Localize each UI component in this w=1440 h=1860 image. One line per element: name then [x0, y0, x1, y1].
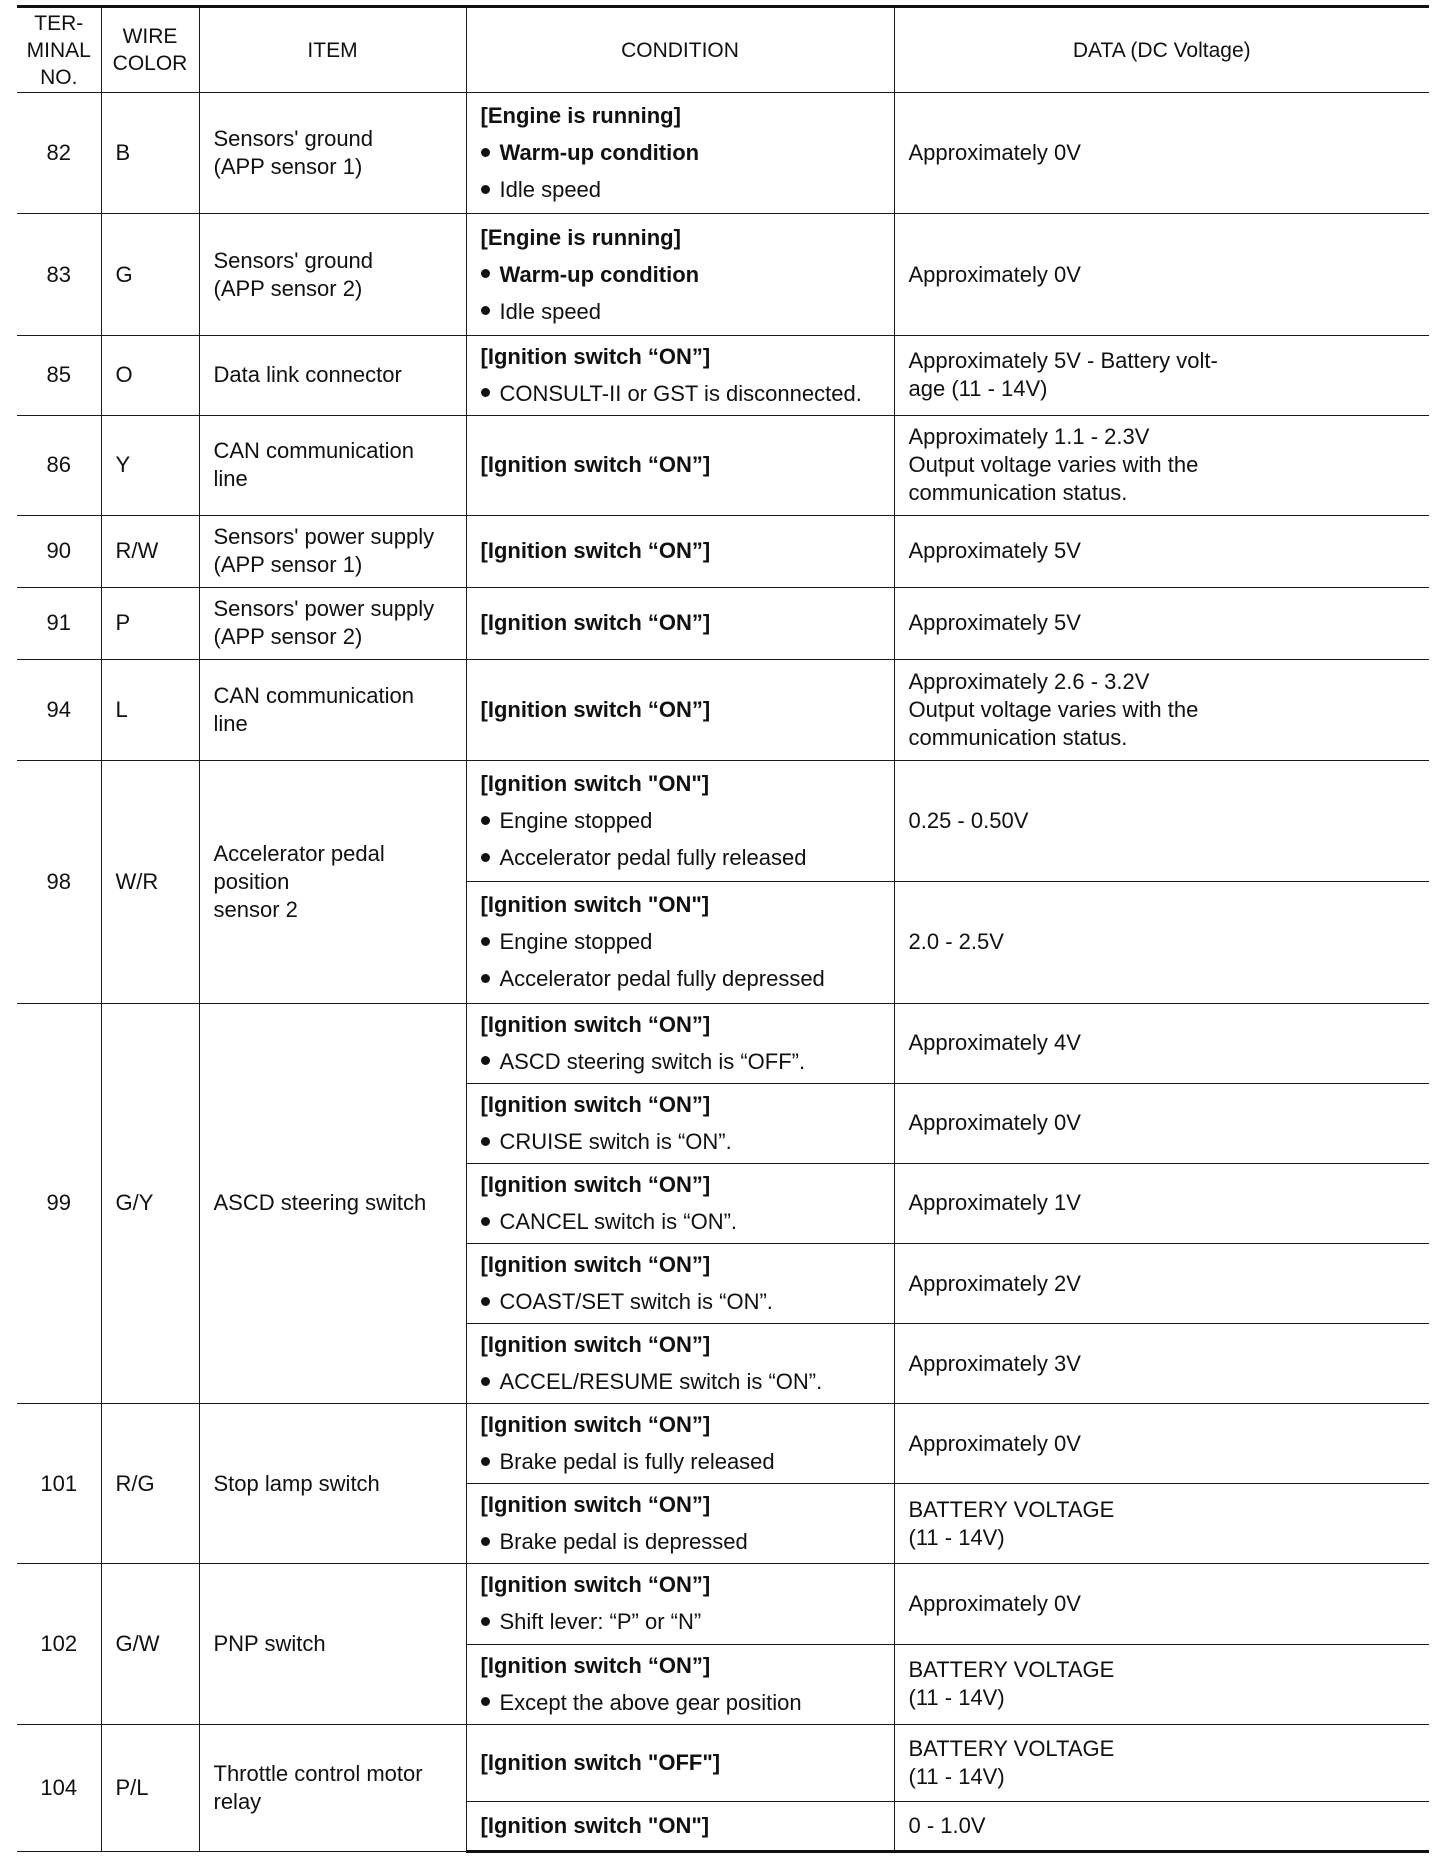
- bullet-dot-icon: [481, 1697, 490, 1706]
- condition-cell: [466, 659, 894, 760]
- condition-cell: [466, 1802, 894, 1852]
- data-value: BATTERY VOLTAGE (11 - 14V): [908, 1657, 1115, 1711]
- item-cell: [199, 659, 466, 760]
- item-name: Data link connector: [213, 362, 402, 388]
- item-cell: [199, 93, 466, 214]
- item-name: Sensors' ground (APP sensor 2): [213, 247, 374, 301]
- condition-list: [481, 102, 880, 204]
- item-name: Sensors' power supply (APP sensor 1): [213, 524, 435, 578]
- wire-color: L: [115, 696, 128, 722]
- item-name: ASCD steering switch: [213, 1190, 427, 1216]
- wire-color: B: [115, 140, 131, 166]
- condition-cell: [466, 1324, 894, 1404]
- terminal-cell: [17, 415, 101, 515]
- condition-list: [481, 770, 880, 872]
- data-value: Approximately 1V: [908, 1190, 1081, 1216]
- terminal-number: 82: [46, 140, 71, 166]
- wire-color-cell: [101, 1724, 199, 1851]
- terminal-number: 98: [46, 868, 71, 894]
- condition-bullet-text: Accelerator pedal fully depressed: [499, 966, 825, 992]
- terminal-cell: [17, 93, 101, 214]
- item-name: Throttle control motor relay: [213, 1760, 423, 1814]
- condition-heading: [Ignition switch “ON”]: [480, 1492, 711, 1518]
- condition-bullet: [481, 139, 880, 167]
- wire-color-cell: [101, 587, 199, 659]
- table-row: [17, 515, 1429, 587]
- condition-cell: [466, 1644, 894, 1724]
- item-cell: [199, 760, 466, 1003]
- item-cell: [199, 1564, 466, 1724]
- condition-bullet-text: COAST/SET switch is “ON”.: [499, 1289, 773, 1315]
- condition-bullet-text: Engine stopped: [499, 808, 653, 834]
- data-value: Approximately 0V: [908, 261, 1081, 287]
- terminal-number: 90: [46, 538, 71, 564]
- item-name: Sensors' power supply (APP sensor 2): [213, 596, 435, 650]
- data-cell: [894, 1644, 1429, 1724]
- terminal-number: 85: [46, 362, 71, 388]
- condition-cell: [466, 1003, 894, 1083]
- wire-color-cell: [101, 760, 199, 1003]
- condition-cell: [466, 515, 894, 587]
- item-cell: [199, 1724, 466, 1851]
- terminal-number: 99: [46, 1190, 71, 1216]
- bullet-dot-icon: [481, 1537, 490, 1546]
- condition-cell: [466, 760, 894, 881]
- terminal-number: 102: [40, 1631, 78, 1657]
- table-row: [17, 760, 1429, 881]
- condition-list: [481, 537, 880, 565]
- wire-color-cell: [101, 335, 199, 415]
- condition-list: [481, 609, 880, 637]
- bullet-dot-icon: [481, 1056, 490, 1065]
- data-cell: [894, 1003, 1429, 1083]
- condition-list: [481, 1251, 880, 1316]
- data-cell: [894, 587, 1429, 659]
- condition-bullet: [481, 298, 880, 326]
- terminal-data-table: [17, 5, 1429, 1853]
- data-cell: [894, 515, 1429, 587]
- data-value: Approximately 3V: [908, 1350, 1081, 1376]
- wire-color: R/W: [115, 538, 159, 564]
- data-value: BATTERY VOLTAGE (11 - 14V): [908, 1736, 1115, 1790]
- condition-cell: [466, 415, 894, 515]
- condition-list: [481, 1171, 880, 1236]
- data-cell: [894, 1724, 1429, 1802]
- bullet-dot-icon: [481, 185, 490, 194]
- wire-color-cell: [101, 415, 199, 515]
- condition-bullet-text: Accelerator pedal fully released: [499, 845, 807, 871]
- terminal-cell: [17, 659, 101, 760]
- condition-cell: [466, 1484, 894, 1564]
- condition-heading: [Ignition switch “ON”]: [480, 696, 711, 722]
- data-value: Approximately 0V: [908, 1430, 1081, 1456]
- condition-bullet-text: Brake pedal is depressed: [499, 1529, 748, 1555]
- data-cell: [894, 1083, 1429, 1163]
- condition-bullet-text: Warm-up condition: [499, 140, 700, 166]
- wire-color: P/L: [115, 1774, 149, 1800]
- condition-heading: [Ignition switch “ON”]: [480, 452, 711, 478]
- condition-list: [481, 451, 880, 479]
- wire-color: Y: [115, 452, 131, 478]
- table-row: [17, 415, 1429, 515]
- condition-heading: [Ignition switch "ON"]: [480, 1813, 710, 1839]
- condition-bullet-text: Shift lever: “P” or “N”: [499, 1609, 702, 1635]
- condition-cell: [466, 1724, 894, 1802]
- condition-list: [481, 1749, 880, 1777]
- condition-list: [481, 1571, 880, 1636]
- item-name: Accelerator pedal position sensor 2: [213, 840, 385, 922]
- bullet-dot-icon: [481, 1297, 490, 1306]
- data-value: Approximately 5V: [908, 610, 1081, 636]
- wire-color: O: [115, 362, 133, 388]
- table-row: [17, 1404, 1429, 1484]
- condition-bullet-text: CONSULT-II or GST is disconnected.: [499, 380, 862, 406]
- wire-color: W/R: [115, 868, 159, 894]
- item-name: Sensors' ground (APP sensor 1): [213, 126, 374, 180]
- condition-bullet: [481, 176, 880, 204]
- condition-cell: [466, 93, 894, 214]
- bullet-dot-icon: [481, 1217, 490, 1226]
- condition-cell: [466, 335, 894, 415]
- header-terminal: TER- MINAL NO.: [17, 7, 101, 93]
- bullet-dot-icon: [481, 269, 490, 278]
- item-cell: [199, 1003, 466, 1404]
- wire-color-cell: [101, 515, 199, 587]
- data-cell: [894, 1324, 1429, 1404]
- condition-heading: [Ignition switch "ON"]: [480, 892, 710, 918]
- data-value: 0 - 1.0V: [908, 1813, 986, 1839]
- condition-bullet: [481, 1048, 880, 1076]
- bullet-dot-icon: [481, 937, 490, 946]
- terminal-cell: [17, 1564, 101, 1724]
- condition-cell: [466, 1564, 894, 1644]
- condition-list: [481, 1331, 880, 1396]
- condition-list: [481, 1411, 880, 1476]
- condition-heading: [Engine is running]: [480, 103, 681, 129]
- condition-cell: [466, 587, 894, 659]
- condition-bullet: [481, 928, 880, 956]
- condition-bullet: [481, 261, 880, 289]
- header-wire-color: WIRE COLOR: [101, 7, 199, 93]
- condition-bullet-text: Brake pedal is fully released: [499, 1449, 775, 1475]
- condition-heading: [Ignition switch “ON”]: [480, 1171, 711, 1197]
- condition-bullet: [481, 1368, 880, 1396]
- item-cell: [199, 415, 466, 515]
- table-row: [17, 1003, 1429, 1083]
- data-value: 0.25 - 0.50V: [908, 808, 1029, 834]
- bullet-dot-icon: [481, 306, 490, 315]
- bullet-dot-icon: [481, 1617, 490, 1626]
- condition-cell: [466, 214, 894, 335]
- terminal-cell: [17, 760, 101, 1003]
- data-cell: [894, 1243, 1429, 1323]
- terminal-cell: [17, 335, 101, 415]
- condition-heading: [Ignition switch “ON”]: [480, 1412, 711, 1438]
- data-cell: [894, 1404, 1429, 1484]
- data-cell: [894, 882, 1429, 1003]
- wire-color-cell: [101, 214, 199, 335]
- condition-bullet-text: CRUISE switch is “ON”.: [499, 1128, 732, 1154]
- condition-list: [481, 224, 880, 326]
- terminal-number: 86: [46, 452, 71, 478]
- table-row: [17, 214, 1429, 335]
- item-cell: [199, 515, 466, 587]
- data-cell: [894, 415, 1429, 515]
- bullet-dot-icon: [481, 1137, 490, 1146]
- condition-bullet: [481, 965, 880, 993]
- wire-color: G: [115, 261, 133, 287]
- condition-bullet-text: Except the above gear position: [499, 1689, 802, 1715]
- wire-color-cell: [101, 1003, 199, 1404]
- condition-list: [481, 696, 880, 724]
- condition-bullet-text: Warm-up condition: [499, 261, 700, 287]
- condition-cell: [466, 1243, 894, 1323]
- terminal-cell: [17, 587, 101, 659]
- data-cell: [894, 659, 1429, 760]
- terminal-number: 104: [40, 1774, 78, 1800]
- condition-list: [481, 1812, 880, 1840]
- data-value: Approximately 5V - Battery volt- age (11 - 14V): [908, 348, 1218, 402]
- condition-bullet-text: Idle speed: [499, 177, 602, 203]
- terminal-cell: [17, 515, 101, 587]
- data-cell: [894, 760, 1429, 881]
- data-cell: [894, 1163, 1429, 1243]
- terminal-cell: [17, 214, 101, 335]
- bullet-dot-icon: [481, 1457, 490, 1466]
- terminal-cell: [17, 1003, 101, 1404]
- wire-color: P: [115, 610, 131, 636]
- table-row: [17, 1564, 1429, 1644]
- header-data: DATA (DC Voltage): [894, 7, 1429, 93]
- item-name: Stop lamp switch: [213, 1470, 380, 1496]
- table-row: [17, 659, 1429, 760]
- condition-heading: [Ignition switch “ON”]: [480, 1332, 711, 1358]
- table-row: [17, 335, 1429, 415]
- condition-cell: [466, 1083, 894, 1163]
- wire-color: G/W: [115, 1631, 160, 1657]
- condition-bullet-text: ASCD steering switch is “OFF”.: [499, 1048, 806, 1074]
- condition-heading: [Ignition switch “ON”]: [480, 1652, 711, 1678]
- data-cell: [894, 1802, 1429, 1852]
- condition-heading: [Ignition switch “ON”]: [480, 343, 711, 369]
- bullet-dot-icon: [481, 1377, 490, 1386]
- data-value: BATTERY VOLTAGE (11 - 14V): [908, 1496, 1115, 1550]
- data-cell: [894, 214, 1429, 335]
- item-cell: [199, 335, 466, 415]
- terminal-number: 91: [46, 610, 71, 636]
- condition-cell: [466, 1404, 894, 1484]
- wire-color: G/Y: [115, 1190, 154, 1216]
- condition-list: [481, 1091, 880, 1156]
- wire-color-cell: [101, 93, 199, 214]
- data-value: Approximately 0V: [908, 140, 1081, 166]
- bullet-dot-icon: [481, 388, 490, 397]
- item-name: PNP switch: [213, 1631, 326, 1657]
- header-item: ITEM: [199, 7, 466, 93]
- terminal-cell: [17, 1724, 101, 1851]
- condition-heading: [Ignition switch “ON”]: [480, 1011, 711, 1037]
- table-row: [17, 587, 1429, 659]
- condition-cell: [466, 882, 894, 1003]
- data-cell: [894, 1564, 1429, 1644]
- data-cell: [894, 1484, 1429, 1564]
- condition-list: [481, 343, 880, 408]
- wire-color-cell: [101, 1564, 199, 1724]
- condition-bullet-text: CANCEL switch is “ON”.: [499, 1208, 738, 1234]
- condition-list: [481, 1491, 880, 1556]
- condition-heading: [Ignition switch “ON”]: [480, 1252, 711, 1278]
- terminal-cell: [17, 1404, 101, 1564]
- condition-heading: [Ignition switch "OFF"]: [480, 1750, 721, 1776]
- condition-bullet: [481, 844, 880, 872]
- condition-bullet: [481, 1528, 880, 1556]
- condition-bullet: [481, 1288, 880, 1316]
- data-value: Approximately 0V: [908, 1110, 1081, 1136]
- header-condition: CONDITION: [466, 7, 894, 93]
- condition-heading: [Engine is running]: [480, 224, 681, 250]
- data-value: Approximately 4V: [908, 1030, 1081, 1056]
- item-cell: [199, 587, 466, 659]
- data-value: Approximately 0V: [908, 1590, 1081, 1616]
- data-value: 2.0 - 2.5V: [908, 929, 1004, 955]
- terminal-number: 94: [46, 696, 71, 722]
- table-row: [17, 1724, 1429, 1802]
- condition-heading: [Ignition switch “ON”]: [480, 610, 711, 636]
- condition-bullet-text: Engine stopped: [499, 929, 653, 955]
- condition-list: [481, 1011, 880, 1076]
- terminal-number: 83: [46, 261, 71, 287]
- item-name: CAN communication line: [213, 682, 415, 736]
- bullet-dot-icon: [481, 974, 490, 983]
- condition-heading: [Ignition switch “ON”]: [480, 1091, 711, 1117]
- condition-bullet: [481, 1689, 880, 1717]
- table-row: [17, 93, 1429, 214]
- condition-heading: [Ignition switch “ON”]: [480, 1572, 711, 1598]
- bullet-dot-icon: [481, 816, 490, 825]
- data-value: Approximately 2V: [908, 1270, 1081, 1296]
- data-cell: [894, 335, 1429, 415]
- condition-bullet: [481, 1448, 880, 1476]
- condition-heading: [Ignition switch "ON"]: [480, 771, 710, 797]
- wire-color-cell: [101, 659, 199, 760]
- bullet-dot-icon: [481, 853, 490, 862]
- condition-bullet: [481, 1128, 880, 1156]
- condition-bullet-text: Idle speed: [499, 298, 602, 324]
- wire-color-cell: [101, 1404, 199, 1564]
- condition-heading: [Ignition switch “ON”]: [480, 538, 711, 564]
- data-value: Approximately 2.6 - 3.2V Output voltage varies with the communication status.: [908, 668, 1199, 750]
- item-cell: [199, 214, 466, 335]
- bullet-dot-icon: [481, 148, 490, 157]
- item-cell: [199, 1404, 466, 1564]
- condition-cell: [466, 1163, 894, 1243]
- condition-bullet: [481, 807, 880, 835]
- data-value: Approximately 5V: [908, 538, 1081, 564]
- condition-bullet: [481, 1208, 880, 1236]
- table-header-row: [17, 7, 1429, 93]
- condition-bullet-text: ACCEL/RESUME switch is “ON”.: [499, 1369, 823, 1395]
- terminal-number: 101: [40, 1470, 78, 1496]
- data-value: Approximately 1.1 - 2.3V Output voltage varies with the communication status.: [908, 424, 1199, 506]
- item-name: CAN communication line: [213, 438, 415, 492]
- wire-color: R/G: [115, 1470, 155, 1496]
- condition-bullet: [481, 1608, 880, 1636]
- condition-list: [481, 1652, 880, 1717]
- data-cell: [894, 93, 1429, 214]
- condition-bullet: [481, 380, 880, 408]
- condition-list: [481, 891, 880, 993]
